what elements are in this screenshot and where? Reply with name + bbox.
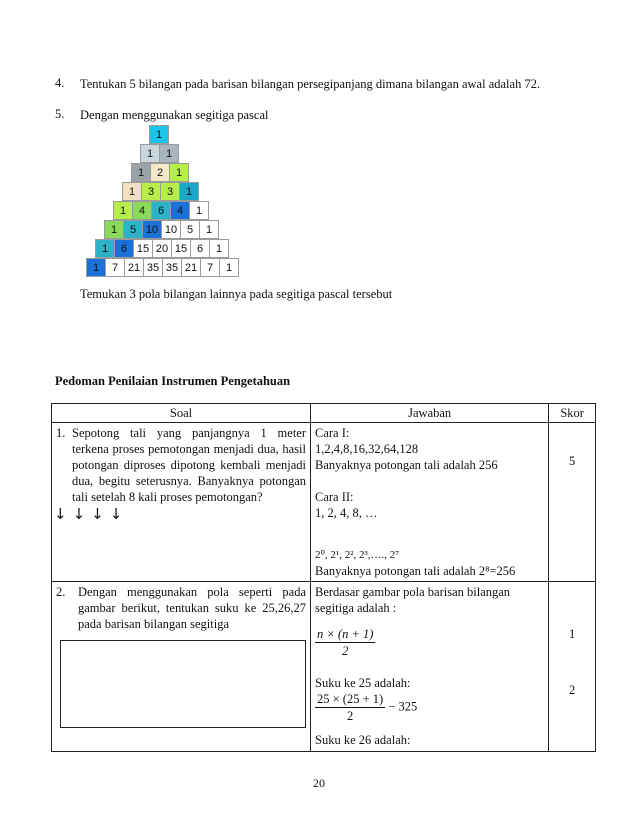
question-4-number: 4.: [55, 76, 65, 90]
pascal-cell: 21: [181, 258, 201, 277]
pascal-cell: 1: [199, 220, 219, 239]
pascal-cell: 1: [86, 258, 106, 277]
pascal-cell: 4: [132, 201, 152, 220]
row1-skor: 5: [549, 423, 596, 582]
question-4-text: Tentukan 5 bilangan pada barisan bilangan persegipanjang dimana bilangan awal adalah 72.: [80, 77, 541, 91]
pascal-cell: 5: [180, 220, 200, 239]
cara2-title: Cara II:: [315, 490, 354, 504]
header-soal: Soal: [52, 404, 311, 423]
pascal-cell: 1: [122, 182, 142, 201]
pascal-cell: 1: [104, 220, 124, 239]
pascal-cell: 1: [149, 125, 169, 144]
pascal-row: [140, 144, 178, 163]
pascal-row: [86, 258, 238, 277]
row2-skor-2: 2: [569, 683, 576, 697]
pascal-cell: 1: [169, 163, 189, 182]
pascal-row: [104, 220, 218, 239]
pascal-cell: 15: [171, 239, 191, 258]
pascal-row: [149, 125, 168, 144]
cara1-result: Banyaknya potongan tali adalah 256: [315, 458, 498, 472]
pascal-cell: 6: [114, 239, 134, 258]
pascal-cell: 1: [95, 239, 115, 258]
pascal-cell: 6: [151, 201, 171, 220]
row2-skor-cell: [549, 582, 596, 752]
arrows-diagram: [54, 507, 306, 521]
pascal-cell: 1: [209, 239, 229, 258]
header-jawaban: Jawaban: [311, 404, 549, 423]
pascal-cell: 35: [143, 258, 163, 277]
header-skor: Skor: [549, 404, 596, 423]
down-arrow-icon: ↓: [91, 505, 104, 523]
pascal-row: [122, 182, 198, 201]
pascal-row: [95, 239, 228, 258]
pascal-cell: 1: [159, 144, 179, 163]
table-row: [52, 423, 596, 582]
cara2-result: Banyaknya potongan tali adalah 2⁸=256: [315, 564, 516, 578]
formula-fraction: [315, 626, 375, 659]
row2-jawaban-cell: [311, 582, 549, 752]
pascal-cell: 1: [113, 201, 133, 220]
pascal-cell: 7: [200, 258, 220, 277]
pascal-cell: 15: [133, 239, 153, 258]
row1-number: 1.: [56, 426, 66, 440]
pascal-cell: 35: [162, 258, 182, 277]
row1-soal-cell: [52, 423, 311, 582]
pascal-cell: 7: [105, 258, 125, 277]
pascal-cell: 10: [161, 220, 181, 239]
suku25-result: − 325: [388, 699, 418, 714]
pascal-cell: 21: [124, 258, 144, 277]
pascal-cell: 3: [160, 182, 180, 201]
table-header-row: [52, 404, 596, 423]
suku26-label: Suku ke 26 adalah:: [315, 733, 411, 747]
row2-intro: Berdasar gambar pola barisan bilangan segitiga adalah :: [315, 585, 511, 615]
down-arrow-icon: ↓: [109, 505, 123, 523]
down-arrow-icon: ↓: [54, 505, 67, 523]
table-row: [52, 582, 596, 752]
pascal-cell: 1: [219, 258, 239, 277]
row1-soal-text: Sepotong tali yang panjangnya 1 meter terkena proses pemotongan menjadi dua, hasil potongan diproses dipotong kembali menjadi dua, begitu seterusnya. Banyaknya potongan tali setelah 8 kali proses pemotongan?: [72, 426, 306, 504]
suku25-fraction: [315, 691, 385, 724]
row2-number: 2.: [56, 585, 66, 599]
section-title: Pedoman Penilaian Instrumen Pengetahuan: [55, 374, 291, 388]
pascal-cell: 6: [190, 239, 210, 258]
suku25-numerator: 25 × (25 + 1): [317, 692, 384, 706]
row2-skor-1: 1: [569, 627, 576, 641]
pascal-row: [131, 163, 188, 182]
page-number: 20: [313, 776, 325, 790]
suku25-label: Suku ke 25 adalah:: [315, 676, 411, 690]
cara2-powers: 2⁰, 2¹, 2², 2³,…., 2⁷: [315, 549, 400, 561]
cara1-title: Cara I:: [315, 426, 350, 440]
cara2-sequence: 1, 2, 4, 8, …: [315, 506, 378, 520]
pascal-triangle-image: [80, 125, 240, 280]
formula-denominator: 2: [342, 644, 349, 658]
suku25-denominator: 2: [346, 709, 354, 723]
pascal-task-text: Temukan 3 pola bilangan lainnya pada segitiga pascal tersebut: [80, 287, 393, 301]
pascal-cell: 2: [150, 163, 170, 182]
pascal-cell: 10: [142, 220, 162, 239]
question-5-text: Dengan menggunakan segitiga pascal: [80, 108, 269, 122]
pascal-cell: 3: [141, 182, 161, 201]
pascal-cell: 1: [131, 163, 151, 182]
question-5-number: 5.: [55, 107, 65, 121]
pascal-cell: 5: [123, 220, 143, 239]
pascal-cell: 4: [170, 201, 190, 220]
row1-jawaban-cell: [311, 423, 549, 582]
row2-soal-cell: [52, 582, 311, 752]
pascal-cell: 1: [189, 201, 209, 220]
pascal-cell: 1: [140, 144, 160, 163]
pascal-row: [113, 201, 208, 220]
rubric-table: [51, 403, 596, 752]
cara1-sequence: 1,2,4,8,16,32,64,128: [315, 442, 419, 456]
pascal-cell: 1: [179, 182, 199, 201]
down-arrow-icon: ↓: [72, 505, 86, 523]
pascal-cell: 20: [152, 239, 172, 258]
pattern-image-placeholder: [60, 640, 306, 728]
formula-numerator: n × (n + 1): [317, 627, 374, 641]
row2-soal-text: Dengan menggunakan pola seperti pada gambar berikut, tentukan suku ke 25,26,27 pada barisan bilangan segitiga: [78, 585, 306, 631]
